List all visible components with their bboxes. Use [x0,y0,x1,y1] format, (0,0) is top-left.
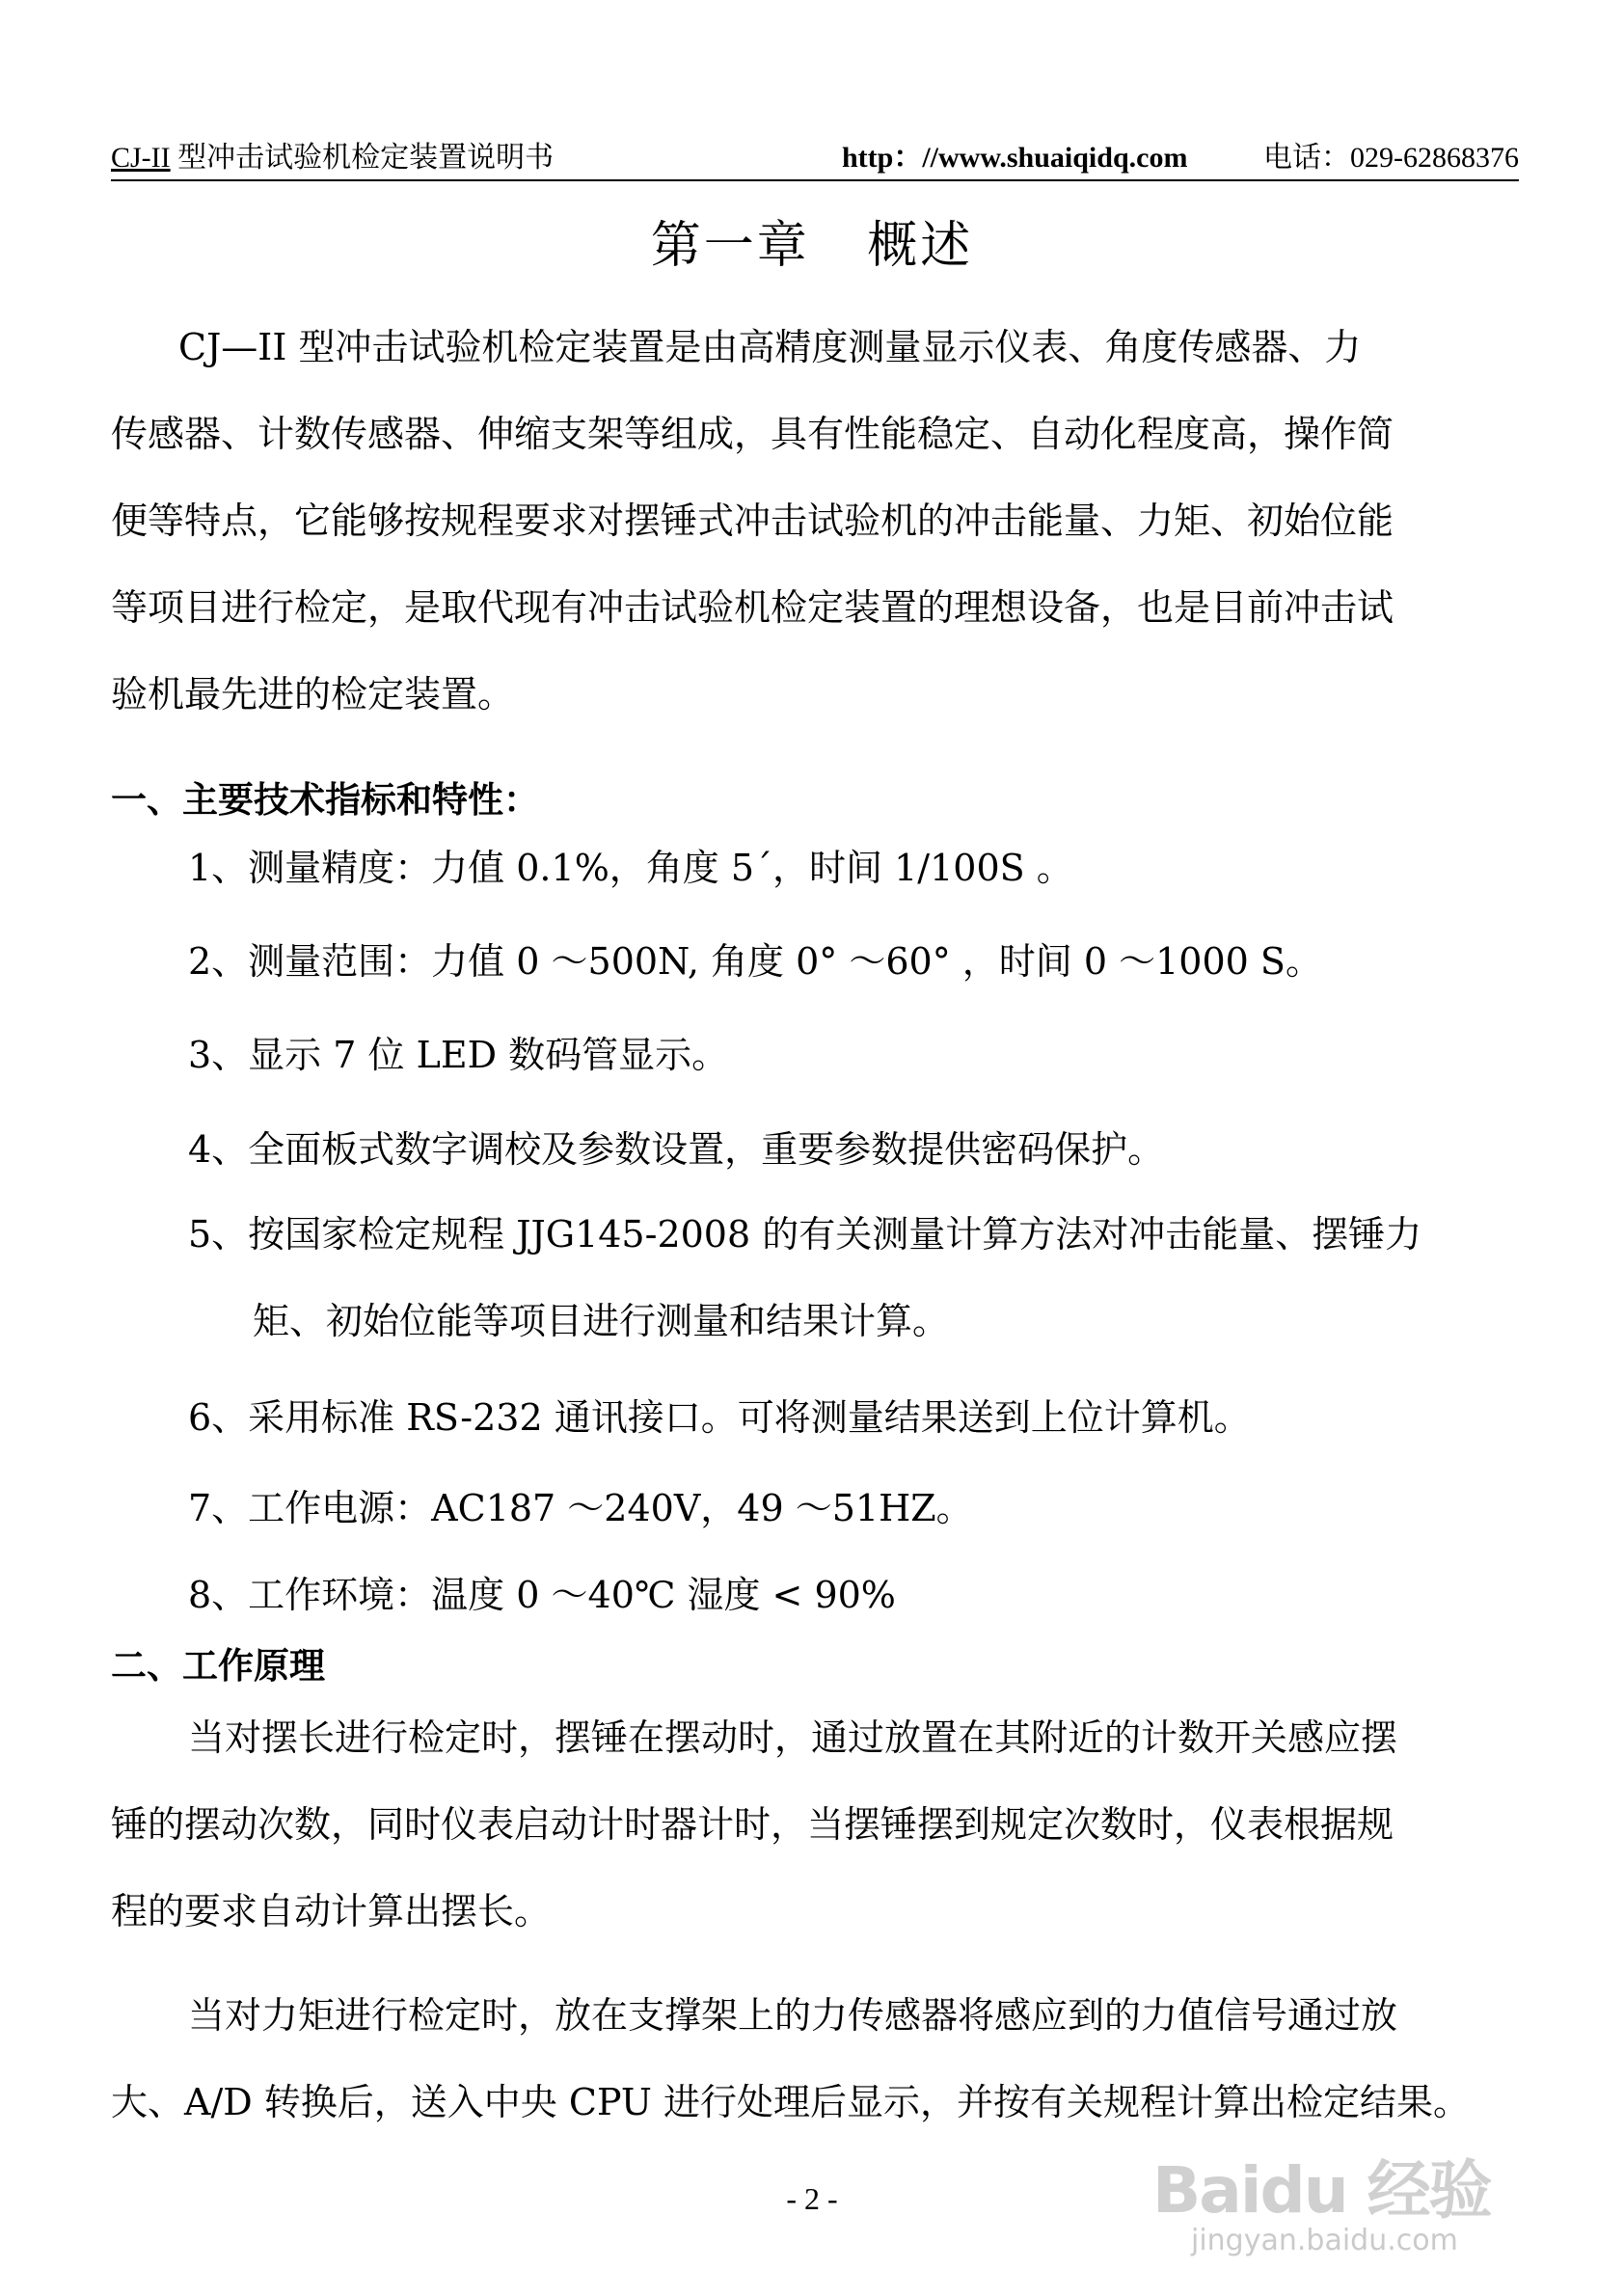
header-phone: 电话：029-62868376 [1263,142,1519,174]
header-model: CJ-II [111,142,171,174]
principle-line: 当对摆长进行检定时，摆锤在摆动时，通过放置在其附近的计数开关感应摆 [188,1716,1398,1759]
intro-line: 传感器、计数传感器、伸缩支架等组成，具有性能稳定、自动化程度高，操作简 [111,413,1394,455]
watermark-url: jingyan.baidu.com [1191,2224,1458,2257]
intro-line: 便等特点，它能够按规程要求对摆锤式冲击试验机的冲击能量、力矩、初始位能 [111,500,1394,542]
spec-item: 2、测量范围：力值 0 ～500N, 角度 0° ～60° ，时间 0 ～1000 S。 [188,940,1322,983]
chapter-title: 第一章 概述 [650,217,974,275]
spec-item: 5、按国家检定规程 JJG145-2008 的有关测量计算方法对冲击能量、摆锤力 [188,1213,1422,1256]
spec-item: 7、工作电源：AC187 ～240V，49 ～51HZ。 [188,1487,973,1529]
principle-line: 当对力矩进行检定时，放在支撑架上的力传感器将感应到的力值信号通过放 [188,1994,1398,2037]
principle-line: 大、A/D 转换后，送入中央 CPU 进行处理后显示，并按有关规程计算出检定结果。 [111,2081,1470,2123]
page-number: - 2 - [786,2181,838,2216]
principle-line: 程的要求自动计算出摆长。 [111,1890,552,1932]
intro-line: 等项目进行检定，是取代现有冲击试验机检定装置的理想设备，也是目前冲击试 [111,586,1394,629]
spec-item-continued: 矩、初始位能等项目进行测量和结果计算。 [253,1300,950,1342]
intro-line: CJ—II 型冲击试验机检定装置是由高精度测量显示仪表、角度传感器、力 [178,326,1362,368]
spec-item: 4、全面板式数字调校及参数设置，重要参数提供密码保护。 [188,1128,1165,1171]
principle-line: 锤的摆动次数，同时仪表启动计时器计时，当摆锤摆到规定次数时，仪表根据规 [111,1803,1394,1846]
header-title-text: 型冲击试验机检定装置说明书 [177,142,555,174]
section-heading: 一、主要技术指标和特性： [111,779,539,821]
spec-item: 1、测量精度：力值 0.1%，角度 5´，时间 1/100S 。 [188,847,1073,889]
section-heading: 二、工作原理 [111,1645,325,1687]
spec-item: 8、工作环境：温度 0 ～40℃ 湿度 < 90% [188,1574,896,1616]
spec-item: 6、采用标准 RS-232 通讯接口。可将测量结果送到上位计算机。 [188,1396,1251,1439]
watermark [1152,2139,1557,2264]
header-url: http：//www.shuaiqidq.com [842,142,1188,174]
intro-line: 验机最先进的检定装置。 [111,673,515,716]
spec-item: 3、显示 7 位 LED 数码管显示。 [188,1034,729,1076]
header-doc-title [111,137,554,179]
page-header [111,137,1519,181]
watermark-brand: Baidu 经验 [1152,2153,1491,2228]
